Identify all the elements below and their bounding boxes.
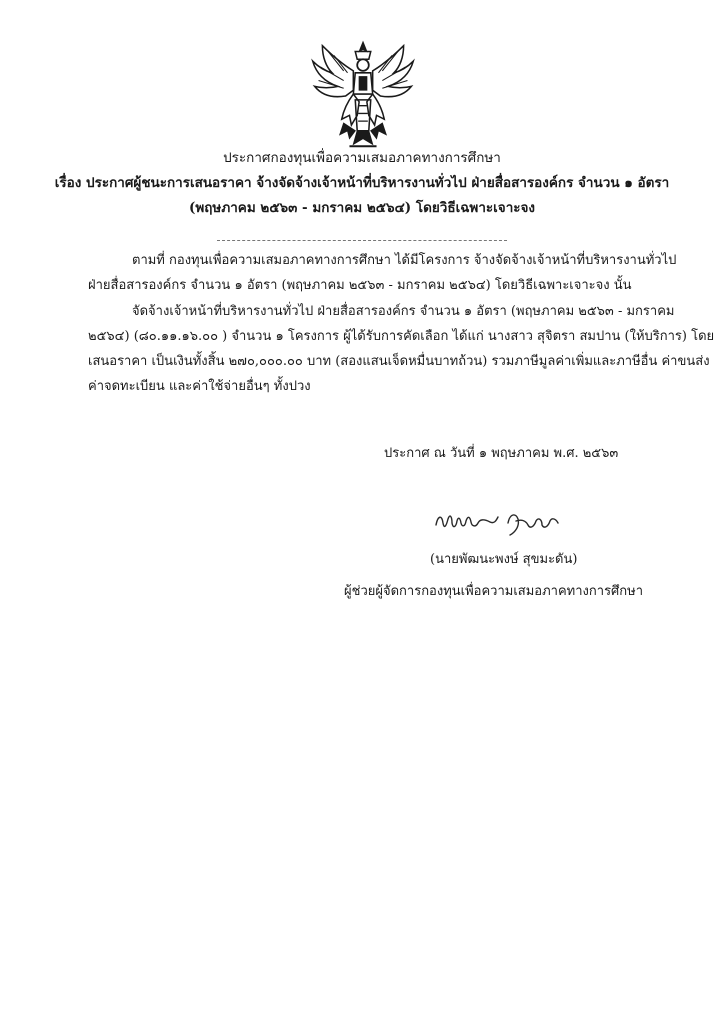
announcement-header [40,146,684,221]
announcement-heading: ประกาศกองทุนเพื่อความเสมอภาคทางการศึกษา [223,150,501,166]
paragraph-1-line: ตามที่ กองทุนเพื่อความเสมอภาคทางการศึกษา ได้มีโครงการ จ้างจัดจ้างเจ้าหน้าที่บริหารงานทั่วไป [132,253,677,268]
subject-line-1: เรื่อง ประกาศผู้ชนะการเสนอราคา จ้างจัดจ้างเจ้าหน้าที่บริหารงานทั่วไป ฝ่ายสื่อสารองค์กร จำนวน ๑ อัตรา [54,175,670,191]
paragraph-2-line: ๒๕๖๔) (๘๐.๑๑.๑๖.๐๐ ) จำนวน ๑ โครงการ ผู้ได้รับการคัดเลือก ได้แก่ นางสาว สุจิตรา สมปาน (ให้บริการ) โดย [88,328,715,344]
subject-line-2: (พฤษภาคม ๒๕๖๓ - มกราคม ๒๕๖๔) โดยวิธีเฉพาะเจาะจง [188,200,536,216]
handwritten-signature [432,505,562,539]
announcement-date: ประกาศ ณ วันที่ ๑ พฤษภาคม พ.ศ. ๒๕๖๓ [384,446,619,461]
announcement-body [88,248,715,400]
signer-position: ผู้ช่วยผู้จัดการกองทุนเพื่อความเสมอภาคทางการศึกษา [344,584,644,599]
header-divider [217,240,507,241]
paragraph-2-line: เสนอราคา เป็นเงินทั้งสิ้น ๒๗๐,๐๐๐.๐๐ บาท (สองแสนเจ็ดหมื่นบาทถ้วน) รวมภาษีมูลค่าเพิ่มและภาษีอื่น ค่าขนส่ง [88,354,710,370]
paragraph-2-line: ค่าจดทะเบียน และค่าใช้จ่ายอื่นๆ ทั้งปวง [88,379,311,395]
signer-name: (นายพัฒนะพงษ์ สุขมะดัน) [430,552,578,567]
paragraph-2-line: จัดจ้างเจ้าหน้าที่บริหารงานทั่วไป ฝ่ายสื่อสารองค์กร จำนวน ๑ อัตรา (พฤษภาคม ๒๕๖๓ - มกราคม [132,303,675,319]
paragraph-1-line: ฝ่ายสื่อสารองค์กร จำนวน ๑ อัตรา (พฤษภาคม ๒๕๖๓ - มกราคม ๒๕๖๔) โดยวิธีเฉพาะเจาะจง นั้น [88,278,632,294]
garuda-emblem-icon [304,38,422,154]
